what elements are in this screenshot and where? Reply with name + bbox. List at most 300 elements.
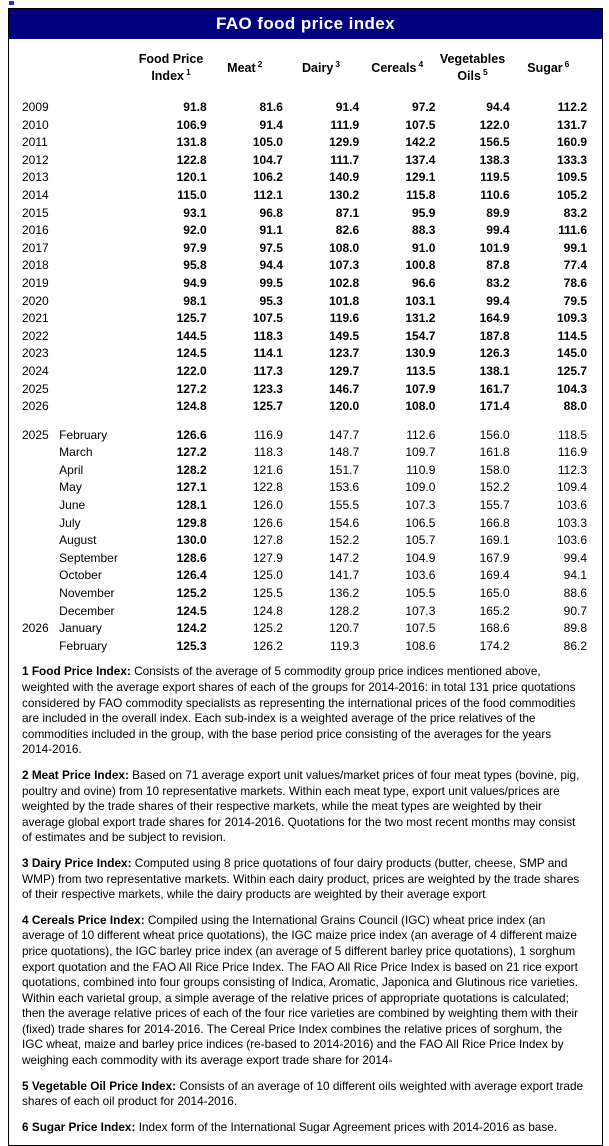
value-cell: 141.7 bbox=[329, 568, 360, 583]
table-row bbox=[9, 257, 602, 275]
value-cell: 168.6 bbox=[479, 621, 510, 636]
value-cell: 152.2 bbox=[479, 480, 510, 495]
value-cell: 122.8 bbox=[176, 152, 207, 167]
value-cell: 95.8 bbox=[183, 258, 207, 273]
value-cell: 94.4 bbox=[259, 258, 283, 273]
value-cell: 147.7 bbox=[329, 427, 360, 442]
value-cell: 116.9 bbox=[253, 427, 283, 442]
footnote-ref: 1 bbox=[185, 67, 191, 78]
month-cell bbox=[59, 293, 135, 311]
value-cell: 98.1 bbox=[183, 293, 207, 308]
year-cell: 2024 bbox=[22, 363, 49, 378]
month-cell bbox=[59, 328, 135, 346]
column-header-text: Dairy bbox=[302, 61, 334, 76]
month-cell: February bbox=[59, 638, 108, 653]
month-cell: March bbox=[59, 445, 93, 460]
value-cell: 99.5 bbox=[259, 275, 283, 290]
column-header-dairy bbox=[283, 39, 359, 99]
footnote-text: Index form of the International Sugar Agreement prices with 2014-2016 as base. bbox=[138, 1119, 558, 1134]
column-header-text: Vegetables bbox=[439, 52, 506, 67]
column-header-text: Oils bbox=[457, 69, 481, 84]
year-cell: 2009 bbox=[22, 100, 49, 114]
value-cell: 138.3 bbox=[479, 152, 510, 167]
value-cell: 137.4 bbox=[405, 152, 436, 167]
month-cell: May bbox=[59, 480, 82, 495]
value-cell: 131.7 bbox=[556, 117, 587, 132]
month-cell bbox=[59, 152, 135, 170]
value-cell: 115.8 bbox=[406, 187, 436, 202]
value-cell: 112.2 bbox=[557, 100, 587, 114]
value-cell: 91.0 bbox=[412, 240, 436, 255]
value-cell: 106.5 bbox=[405, 515, 436, 530]
value-cell: 115.0 bbox=[177, 187, 207, 202]
value-cell: 161.8 bbox=[479, 445, 510, 460]
value-cell: 88.3 bbox=[412, 223, 436, 238]
value-cell: 124.2 bbox=[176, 621, 207, 636]
year-cell bbox=[9, 603, 59, 621]
footnote-label: 2 Meat Price Index: bbox=[22, 767, 129, 782]
year-cell bbox=[9, 550, 59, 568]
table-row bbox=[9, 345, 602, 363]
value-cell: 154.6 bbox=[329, 515, 360, 530]
value-cell: 131.2 bbox=[405, 311, 436, 326]
year-cell: 2012 bbox=[22, 152, 49, 167]
value-cell: 105.5 bbox=[405, 586, 436, 601]
table-row bbox=[9, 515, 602, 533]
table-row bbox=[9, 275, 602, 293]
footnote-label: 1 Food Price Index: bbox=[22, 664, 131, 679]
month-cell bbox=[59, 345, 135, 363]
value-cell: 105.2 bbox=[556, 187, 587, 202]
value-cell: 88.6 bbox=[563, 586, 587, 601]
value-cell: 127.1 bbox=[176, 480, 207, 495]
column-header-vegetables-oils bbox=[435, 39, 509, 99]
value-cell: 107.5 bbox=[405, 621, 436, 636]
column-header-text: Meat bbox=[227, 61, 256, 76]
value-cell: 164.9 bbox=[479, 311, 510, 326]
value-cell: 107.5 bbox=[252, 311, 283, 326]
value-cell: 124.8 bbox=[176, 399, 207, 414]
month-cell: June bbox=[59, 498, 86, 513]
value-cell: 95.9 bbox=[412, 205, 436, 220]
value-cell: 81.6 bbox=[259, 100, 283, 114]
value-cell: 124.5 bbox=[176, 603, 207, 618]
year-cell bbox=[9, 444, 59, 462]
table-row bbox=[9, 117, 602, 135]
value-cell: 119.3 bbox=[330, 638, 360, 653]
value-cell: 83.2 bbox=[486, 275, 510, 290]
year-cell: 2025 bbox=[22, 427, 49, 442]
monthly-rows-section bbox=[9, 427, 602, 656]
month-cell: July bbox=[59, 515, 81, 530]
value-cell: 174.2 bbox=[479, 638, 510, 653]
footnote bbox=[22, 768, 584, 846]
year-cell: 2026 bbox=[22, 621, 49, 636]
value-cell: 86.2 bbox=[563, 638, 587, 653]
table-row bbox=[9, 240, 602, 258]
table-row bbox=[9, 293, 602, 311]
screen-artifact bbox=[9, 1, 14, 5]
value-cell: 127.9 bbox=[252, 550, 283, 565]
table-row bbox=[9, 205, 602, 223]
year-cell: 2016 bbox=[22, 223, 49, 238]
value-cell: 124.5 bbox=[176, 346, 207, 361]
value-cell: 112.3 bbox=[557, 462, 587, 477]
table-row bbox=[9, 134, 602, 152]
footnote-label: 6 Sugar Price Index: bbox=[22, 1119, 136, 1134]
year-cell: 2020 bbox=[22, 293, 49, 308]
value-cell: 108.0 bbox=[405, 399, 436, 414]
value-cell: 112.6 bbox=[406, 427, 436, 442]
month-cell bbox=[59, 398, 135, 416]
month-cell bbox=[59, 363, 135, 381]
value-cell: 102.8 bbox=[329, 275, 360, 290]
month-cell bbox=[59, 134, 135, 152]
value-cell: 114.1 bbox=[253, 346, 283, 361]
year-cell: 2011 bbox=[22, 135, 48, 150]
value-cell: 107.5 bbox=[405, 117, 436, 132]
value-cell: 126.0 bbox=[252, 498, 283, 513]
table-row bbox=[9, 532, 602, 550]
year-cell: 2015 bbox=[22, 205, 49, 220]
value-cell: 165.0 bbox=[479, 586, 510, 601]
value-cell: 89.8 bbox=[563, 621, 587, 636]
table-row bbox=[9, 462, 602, 480]
value-cell: 120.1 bbox=[176, 170, 207, 185]
value-cell: 125.2 bbox=[176, 586, 207, 601]
value-cell: 156.0 bbox=[479, 427, 510, 442]
value-cell: 129.9 bbox=[329, 135, 360, 150]
table-row bbox=[9, 398, 602, 416]
value-cell: 126.6 bbox=[176, 427, 207, 442]
value-cell: 110.6 bbox=[480, 187, 510, 202]
value-cell: 111.7 bbox=[330, 152, 360, 167]
value-cell: 91.8 bbox=[183, 100, 207, 114]
value-cell: 95.3 bbox=[259, 293, 283, 308]
table-row bbox=[9, 497, 602, 515]
value-cell: 136.2 bbox=[329, 586, 360, 601]
column-header-text: Sugar bbox=[527, 61, 563, 76]
footnote bbox=[22, 1079, 584, 1110]
value-cell: 122.0 bbox=[176, 363, 207, 378]
value-cell: 103.6 bbox=[556, 533, 587, 548]
value-cell: 160.9 bbox=[556, 135, 587, 150]
month-cell: September bbox=[59, 550, 118, 565]
table-row bbox=[9, 187, 602, 205]
value-cell: 109.5 bbox=[556, 170, 587, 185]
month-cell bbox=[59, 381, 135, 399]
footnote-label: 3 Dairy Price Index: bbox=[22, 855, 132, 870]
value-cell: 87.1 bbox=[335, 205, 360, 220]
value-cell: 127.2 bbox=[176, 445, 207, 460]
table-row bbox=[9, 444, 602, 462]
value-cell: 124.8 bbox=[252, 603, 283, 618]
value-cell: 103.6 bbox=[405, 568, 436, 583]
value-cell: 187.8 bbox=[479, 328, 510, 343]
value-cell: 99.4 bbox=[486, 293, 510, 308]
value-cell: 97.2 bbox=[412, 100, 436, 114]
value-cell: 146.7 bbox=[329, 381, 360, 396]
value-cell: 103.1 bbox=[405, 293, 436, 308]
month-cell bbox=[59, 240, 135, 258]
table-header bbox=[9, 39, 602, 99]
value-cell: 125.7 bbox=[252, 399, 283, 414]
value-cell: 106.2 bbox=[252, 170, 283, 185]
month-cell: April bbox=[59, 462, 84, 477]
year-cell bbox=[9, 638, 59, 656]
value-cell: 117.3 bbox=[253, 363, 283, 378]
footnote-label: 5 Vegetable Oil Price Index: bbox=[22, 1078, 177, 1093]
value-cell: 90.7 bbox=[563, 603, 587, 618]
value-cell: 104.3 bbox=[556, 381, 587, 396]
table-row bbox=[9, 585, 602, 603]
month-cell bbox=[59, 187, 135, 205]
value-cell: 110.9 bbox=[406, 462, 436, 477]
month-cell bbox=[59, 310, 135, 328]
year-cell: 2013 bbox=[22, 170, 49, 185]
month-cell bbox=[59, 169, 135, 187]
value-cell: 99.4 bbox=[563, 550, 587, 565]
year-cell bbox=[9, 585, 59, 603]
month-cell: November bbox=[59, 586, 115, 601]
value-cell: 130.2 bbox=[329, 187, 360, 202]
value-cell: 155.7 bbox=[479, 498, 510, 513]
value-cell: 125.3 bbox=[176, 638, 207, 653]
table-row bbox=[9, 479, 602, 497]
column-header-row bbox=[9, 39, 602, 99]
column-header-food-price-index bbox=[135, 39, 206, 99]
value-cell: 103.3 bbox=[556, 515, 587, 530]
footnote bbox=[22, 664, 584, 758]
year-cell: 2010 bbox=[22, 117, 49, 132]
page-title: FAO food price index bbox=[9, 9, 602, 39]
value-cell: 144.5 bbox=[176, 328, 207, 343]
footnote-ref: 5 bbox=[482, 67, 488, 78]
month-cell: October bbox=[59, 568, 102, 583]
value-cell: 129.8 bbox=[176, 515, 207, 530]
value-cell: 94.1 bbox=[563, 568, 587, 583]
value-cell: 148.7 bbox=[329, 445, 360, 460]
value-cell: 151.7 bbox=[329, 462, 360, 477]
month-cell: January bbox=[59, 621, 102, 636]
column-header-text: Food Price bbox=[138, 52, 204, 67]
value-cell: 109.0 bbox=[405, 480, 436, 495]
month-cell bbox=[59, 99, 135, 117]
value-cell: 108.6 bbox=[405, 638, 436, 653]
value-cell: 96.8 bbox=[259, 205, 283, 220]
value-cell: 116.9 bbox=[557, 445, 587, 460]
value-cell: 154.7 bbox=[405, 328, 436, 343]
value-cell: 118.5 bbox=[557, 427, 587, 442]
table-row bbox=[9, 99, 602, 117]
value-cell: 122.8 bbox=[252, 480, 283, 495]
value-cell: 140.9 bbox=[329, 170, 360, 185]
value-cell: 118.3 bbox=[253, 445, 283, 460]
year-cell bbox=[9, 479, 59, 497]
value-cell: 78.6 bbox=[563, 275, 587, 290]
value-cell: 166.8 bbox=[479, 515, 510, 530]
value-cell: 107.9 bbox=[405, 381, 436, 396]
value-cell: 125.7 bbox=[176, 311, 207, 326]
value-cell: 158.0 bbox=[479, 462, 510, 477]
value-cell: 91.1 bbox=[259, 223, 283, 238]
table-row bbox=[9, 620, 602, 638]
footnote-text: Compiled using the International Grains Council (IGC) wheat price index (an average of 10 different wheat price quotations), the IGC maize price index (an average of 4 different maize price quotations), the IGC barley price index (an average of 5 different barley price quotations), 1 sorghum export quotation and the FAO All Rice Price Index. The FAO All Rice Price Index is based on 21 rice export quotations, combined into four groups consisting of Indica, Aromatic, Japonica and Glutinous rice varieties. Within each varietal group, a simple average of the relative prices of appropriate quotations is calculated; then the average relative prices of each of the four rice varieties are combined by weighting them with their (fixed) trade shares for 2014-2016. The Cereal Price Index combines the relative prices of sorghum, the IGC wheat, maize and barley price indices (re-based to 2014-2016) and the FAO All Rice Price Index by weighing each commodity with its average export trade share for 2014- bbox=[22, 912, 579, 1068]
column-header-month bbox=[59, 39, 135, 99]
table-row bbox=[9, 603, 602, 621]
footnote-label: 4 Cereals Price Index: bbox=[22, 912, 145, 927]
year-cell bbox=[9, 462, 59, 480]
value-cell: 125.0 bbox=[252, 568, 283, 583]
value-cell: 92.0 bbox=[183, 223, 207, 238]
value-cell: 171.4 bbox=[479, 399, 510, 414]
column-header-year bbox=[9, 39, 59, 99]
year-cell: 2017 bbox=[22, 240, 49, 255]
value-cell: 79.5 bbox=[563, 293, 587, 308]
value-cell: 128.1 bbox=[176, 498, 207, 513]
column-header-cereals bbox=[359, 39, 435, 99]
table-row bbox=[9, 222, 602, 240]
value-cell: 100.8 bbox=[405, 258, 436, 273]
value-cell: 91.4 bbox=[335, 100, 360, 114]
value-cell: 83.2 bbox=[563, 205, 587, 220]
value-cell: 104.9 bbox=[405, 550, 436, 565]
value-cell: 107.3 bbox=[329, 258, 360, 273]
footnote-ref: 6 bbox=[564, 59, 570, 70]
value-cell: 126.3 bbox=[479, 346, 510, 361]
table-row bbox=[9, 152, 602, 170]
value-cell: 101.9 bbox=[479, 240, 510, 255]
year-cell bbox=[9, 515, 59, 533]
value-cell: 165.2 bbox=[479, 603, 510, 618]
value-cell: 138.1 bbox=[479, 363, 510, 378]
value-cell: 169.1 bbox=[479, 533, 510, 548]
value-cell: 94.4 bbox=[486, 100, 510, 114]
value-cell: 118.3 bbox=[253, 328, 283, 343]
month-cell bbox=[59, 117, 135, 135]
value-cell: 87.8 bbox=[486, 258, 510, 273]
value-cell: 101.8 bbox=[329, 293, 360, 308]
value-cell: 121.6 bbox=[252, 462, 283, 477]
value-cell: 127.2 bbox=[176, 381, 207, 396]
value-cell: 142.2 bbox=[405, 135, 436, 150]
year-cell bbox=[9, 497, 59, 515]
footnote-ref: 4 bbox=[418, 59, 424, 70]
value-cell: 114.5 bbox=[557, 328, 587, 343]
column-header-sugar bbox=[510, 39, 602, 99]
footnote-text: Computed using 8 price quotations of four dairy products (butter, cheese, SMP and WMP) from two representative markets. Within each dairy product, prices are weighted by the trade shares of their respective markets, while the dairy products are weighted by their average export bbox=[22, 855, 580, 902]
value-cell: 130.0 bbox=[176, 533, 207, 548]
month-cell: February bbox=[59, 427, 108, 442]
value-cell: 131.8 bbox=[176, 135, 207, 150]
value-cell: 111.6 bbox=[558, 223, 587, 238]
value-cell: 152.2 bbox=[329, 533, 360, 548]
value-cell: 77.4 bbox=[563, 258, 587, 273]
value-cell: 167.9 bbox=[479, 550, 510, 565]
value-cell: 107.3 bbox=[405, 603, 436, 618]
fao-price-index-panel bbox=[8, 8, 603, 1146]
footnote bbox=[22, 1120, 584, 1136]
year-cell: 2025 bbox=[22, 381, 49, 396]
value-cell: 112.1 bbox=[253, 187, 283, 202]
value-cell: 97.5 bbox=[259, 240, 283, 255]
value-cell: 88.0 bbox=[563, 399, 587, 414]
footnote-text: Based on 71 average export unit values/market prices of four meat types (bovine, pig, poultry and ovine) from 10 representative markets. Within each meat type, export unit values/prices are weighted by the trade shares of their respective markets, while the meat types are weighted by their average global export trade shares for 2014-2016. Quotations for the two most recent months may consist of estimates and be subject to revision. bbox=[22, 767, 580, 845]
value-cell: 89.9 bbox=[486, 205, 510, 220]
year-cell: 2018 bbox=[22, 258, 49, 273]
footnote bbox=[22, 913, 584, 1069]
value-cell: 128.2 bbox=[329, 603, 360, 618]
value-cell: 126.6 bbox=[252, 515, 283, 530]
column-header-meat bbox=[207, 39, 283, 99]
table-row bbox=[9, 550, 602, 568]
table-row bbox=[9, 427, 602, 445]
column-header-text: Cereals bbox=[371, 61, 417, 76]
month-cell: August bbox=[59, 533, 97, 548]
value-cell: 120.7 bbox=[329, 621, 360, 636]
annual-rows-section bbox=[9, 99, 602, 416]
value-cell: 125.2 bbox=[252, 621, 283, 636]
value-cell: 153.6 bbox=[329, 480, 360, 495]
value-cell: 96.6 bbox=[412, 275, 436, 290]
value-cell: 145.0 bbox=[556, 346, 587, 361]
value-cell: 109.4 bbox=[556, 480, 587, 495]
table-row bbox=[9, 310, 602, 328]
footnotes-section bbox=[9, 664, 602, 1145]
value-cell: 156.5 bbox=[479, 135, 510, 150]
footnote-text: Consists of the average of 5 commodity group price indices mentioned above, weighted with the average export shares of each of the groups for 2014-2016: in total 131 price quotations considered by FAO commodity specialists as representing the international prices of the food commodities are included in the overall index. Each sub-index is a weighted average of the price relatives of the commodities included in the group, with the base period price consisting of the averages for the years 2014-2016. bbox=[22, 664, 576, 757]
year-cell: 2014 bbox=[22, 187, 49, 202]
value-cell: 122.0 bbox=[479, 117, 510, 132]
value-cell: 109.3 bbox=[556, 311, 587, 326]
value-cell: 105.7 bbox=[405, 533, 436, 548]
footnote bbox=[22, 856, 584, 903]
value-cell: 127.8 bbox=[252, 533, 283, 548]
value-cell: 103.6 bbox=[556, 498, 587, 513]
section-spacer bbox=[9, 416, 602, 427]
value-cell: 128.2 bbox=[176, 462, 207, 477]
month-cell bbox=[59, 275, 135, 293]
value-cell: 128.6 bbox=[176, 550, 207, 565]
value-cell: 120.0 bbox=[329, 399, 360, 414]
table-row bbox=[9, 567, 602, 585]
value-cell: 149.5 bbox=[329, 328, 360, 343]
month-cell bbox=[59, 257, 135, 275]
year-cell bbox=[9, 532, 59, 550]
value-cell: 99.1 bbox=[563, 240, 587, 255]
table-row bbox=[9, 328, 602, 346]
value-cell: 91.4 bbox=[259, 117, 283, 132]
value-cell: 104.7 bbox=[252, 152, 283, 167]
value-cell: 94.9 bbox=[183, 275, 207, 290]
year-cell: 2022 bbox=[22, 328, 49, 343]
value-cell: 129.7 bbox=[329, 363, 360, 378]
table-row bbox=[9, 169, 602, 187]
year-cell: 2023 bbox=[22, 346, 49, 361]
value-cell: 105.0 bbox=[252, 135, 283, 150]
value-cell: 99.4 bbox=[486, 223, 510, 238]
footnote-text: Consists of an average of 10 different oils weighted with average export trade shares of each oil product for 2014-2016. bbox=[22, 1078, 584, 1109]
value-cell: 155.5 bbox=[329, 498, 360, 513]
value-cell: 119.6 bbox=[329, 311, 360, 326]
value-cell: 133.3 bbox=[556, 152, 587, 167]
month-cell bbox=[59, 222, 135, 240]
value-cell: 119.5 bbox=[480, 170, 510, 185]
value-cell: 125.7 bbox=[556, 363, 587, 378]
month-cell bbox=[59, 205, 135, 223]
table-row bbox=[9, 381, 602, 399]
footnote-ref: 2 bbox=[257, 59, 263, 70]
